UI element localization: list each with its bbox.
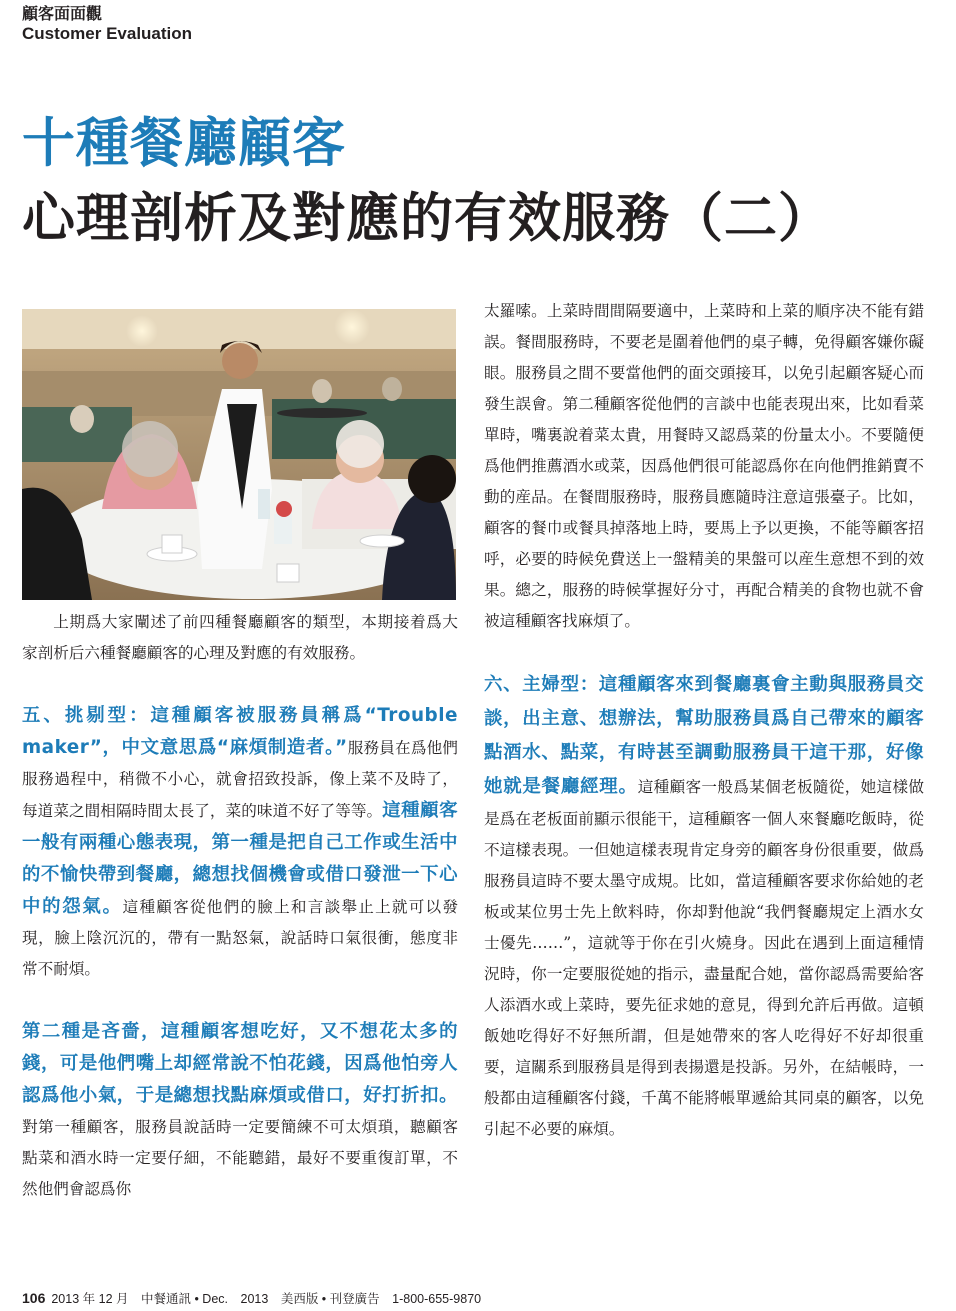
section6-paragraph [484, 668, 924, 1145]
column-right [484, 296, 924, 1145]
section5-paragraph-2 [22, 1016, 458, 1205]
footer-text: 2013 年 12 月 中餐通訊 • Dec. 2013 美西版 • 刊登廣告 1-800-655-9870 [51, 1292, 482, 1306]
section5-text-1: 服務員在爲他們服務過程中，稍微不小心，就會招致投訴，像上菜不及時了，每道菜之間相隔時間太長了，菜的味道不好了等等。 [22, 739, 458, 820]
intro-paragraph: 上期爲大家闡述了前四種餐廳顧客的類型，本期接着爲大家剖析后六種餐廳顧客的心理及對應的有效服務。 [22, 613, 458, 662]
section-label-en: Customer Evaluation [22, 24, 193, 43]
section5-highlight-1: 五、挑剔型：這種顧客被服務員稱爲“Trouble maker”，中文意思爲“麻煩制造者。” [22, 705, 458, 758]
article-title-line2: 心理剖析及對應的有效服務（二） [22, 187, 832, 249]
section6-text: 這種顧客一般爲某個老板隨從，她這樣做是爲在老板面前顯示很能干，這種顧客一個人來餐廳吃飯時，從不這樣表現。一但她這樣表現肯定身旁的顧客身份很重要，做爲服務員這時不要太墨守成規。比如，當這種顧客要求你給她的老板或某位男士先上飲料時，你却對他說“我們餐廳規定上酒水女士優先……”，這就等于你在引火燒身。因此在遇到上面這種情況時，你一定要服從她的指示，盡量配合她，當你認爲需要給客人添酒水或上菜時，要先征求她的意見，得到允許后再做。這頓飯她吃得好不好無所謂，但是她帶來的客人吃得好不好却很重要，這關系到服務員是得到表揚還是投訴。另外，在結帳時，一般都由這種顧客付錢，千萬不能將帳單遞給其同桌的顧客，以免引起不必要的麻煩。 [484, 778, 924, 1138]
section5-text-2: 這種顧客從他們的臉上和言談舉止上就可以發現，臉上陰沉沉的，帶有一點怒氣，說話時口氣很衝，態度非常不耐煩。 [22, 898, 458, 978]
column-left [22, 607, 458, 1205]
section-label-zh: 顧客面面觀 [22, 4, 103, 23]
page-number: 106 [22, 1290, 46, 1306]
section5-text-3: 對第一種顧客，服務員說話時一定要簡練不可太煩瑣，聽顧客點菜和酒水時一定要仔細，不能聽錯，最好不要重復訂單，不然他們會認爲你 [22, 1118, 458, 1198]
section5-highlight-2: 這種顧客一般有兩種心態表現，第一種是把自己工作或生活中的不愉快帶到餐廳，總想找個機會或借口發泄一下心中的怨氣。 [22, 800, 458, 917]
section-header [22, 4, 192, 44]
section5-continued: 太羅嗦。上菜時間間隔要適中，上菜時和上菜的順序决不能有錯誤。餐間服務時，不要老是圍着他們的桌子轉，免得顧客嫌你礙眼。服務員之間不要當他們的面交頭接耳，以免引起顧客疑心而發生誤會。第二種顧客從他們的言談中也能表現出來，比如看菜單時，嘴裏說着菜太貴，用餐時又認爲菜的份量太小。不要隨便爲他們推薦酒水或菜，因爲他們很可能認爲你在向他們推銷賣不動的産品。在餐間服務時，服務員應隨時注意這張臺子。比如，顧客的餐巾或餐具掉落地上時，要馬上予以更換，不能等顧客招呼，必要的時候免費送上一盤精美的果盤可以産生意想不到的效果。總之，服務的時候掌握好分寸，再配合精美的食物也就不會被這種顧客找麻煩了。 [484, 302, 924, 630]
page-footer [22, 1289, 481, 1308]
section5-paragraph-1 [22, 700, 458, 985]
article-title-line1: 十種餐廳顧客 [22, 112, 346, 174]
section5-highlight-3: 第二種是吝嗇，這種顧客想吃好，又不想花太多的錢，可是他們嘴上却經常說不怕花錢，因爲他怕旁人認爲他小氣，于是總想找點麻煩或借口，好打折扣。 [22, 1021, 458, 1106]
section6-highlight: 六、主婦型：這種顧客來到餐廳裏會主動與服務員交談，出主意、想辦法，幫助服務員爲自己帶來的顧客點酒水、點菜，有時甚至調動服務員干這干那，好像她就是餐廳經理。 [484, 674, 924, 797]
restaurant-photo [22, 309, 456, 600]
